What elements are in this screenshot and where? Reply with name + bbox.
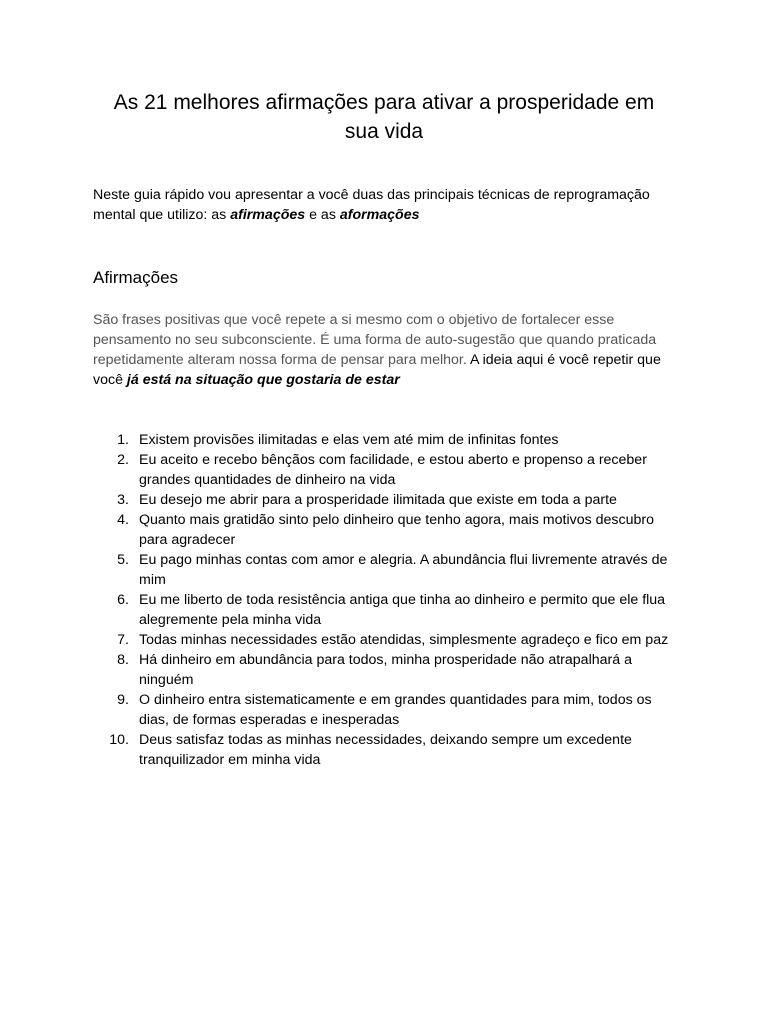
list-item-number: 5.	[117, 552, 129, 568]
list-item-text: O dinheiro entra sistematicamente e em grandes quantidades para mim, todos os dias, de formas esperadas e inesperadas	[139, 692, 652, 728]
list-item-text: Eu me liberto de toda resistência antiga que tinha ao dinheiro e permito que ele flua alegremente pela minha vida	[139, 592, 666, 628]
list-item-number: 7.	[117, 632, 129, 648]
list-item	[93, 690, 683, 730]
list-item-text: Todas minhas necessidades estão atendidas, simplesmente agradeço e fico em paz	[139, 632, 669, 648]
list-item-text: Deus satisfaz todas as minhas necessidades, deixando sempre um excedente tranquilizador em minha vida	[139, 732, 632, 768]
list-item	[93, 430, 683, 450]
list-item-number: 1.	[117, 432, 129, 448]
list-item	[93, 450, 683, 490]
list-item-number: 4.	[117, 512, 129, 528]
intro-connector: e as	[305, 207, 340, 223]
intro-emphasis-afirmacoes: afirmações	[230, 207, 306, 223]
section-emphasis: já está na situação que gostaria de estar	[126, 372, 400, 388]
list-item	[93, 510, 683, 550]
list-item-text: Quanto mais gratidão sinto pelo dinheiro que tenho agora, mais motivos descubro para agradecer	[139, 512, 654, 548]
list-item-text: Eu pago minhas contas com amor e alegria. A abundância flui livremente através de mim	[139, 552, 668, 588]
list-item	[93, 550, 683, 590]
list-item-number: 6.	[117, 592, 129, 608]
section-gray-text: São frases positivas que você repete a si mesmo com o objetivo de fortalecer esse pensamento no seu subconsciente. É uma forma de auto-sugestão que quando praticada repetidamente alteram nossa forma de pensar para melhor.	[93, 312, 657, 368]
list-item-text: Existem provisões ilimitadas e elas vem até mim de infinitas fontes	[139, 432, 559, 448]
list-item	[93, 590, 683, 630]
intro-text: Neste guia rápido vou apresentar a você duas das principais técnicas de reprogramação mental que utilizo: as	[93, 187, 650, 223]
list-item-text: Eu desejo me abrir para a prosperidade ilimitada que existe em toda a parte	[139, 492, 617, 508]
section-heading: Afirmações	[93, 268, 179, 287]
section-paragraph	[93, 310, 683, 390]
list-item-number: 9.	[117, 692, 129, 708]
page-title: As 21 melhores afirmações para ativar a prosperidade em sua vida	[113, 91, 655, 143]
list-item	[93, 490, 683, 510]
list-item	[93, 730, 683, 770]
list-item	[93, 650, 683, 690]
list-item-text: Eu aceito e recebo bênçãos com facilidade, e estou aberto e propenso a receber grandes quantidades de dinheiro na vida	[139, 452, 647, 488]
list-item-number: 3.	[117, 492, 129, 508]
section-dark-text: A ideia aqui é você repetir que você	[93, 352, 661, 388]
list-item-number: 8.	[117, 652, 129, 668]
intro-paragraph	[93, 185, 683, 225]
list-item-number: 2.	[117, 452, 129, 468]
list-item-number: 10.	[109, 732, 129, 748]
intro-emphasis-aformacoes: aformações	[339, 207, 420, 223]
list-item	[93, 630, 683, 650]
list-item-text: Há dinheiro em abundância para todos, minha prosperidade não atrapalhará a ninguém	[139, 652, 632, 688]
affirmations-list	[93, 430, 683, 770]
